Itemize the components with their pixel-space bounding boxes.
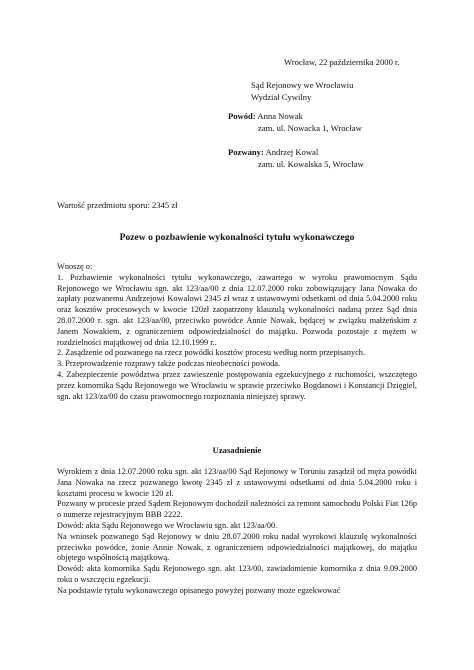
justification-paragraph: Dowód: akta Sądu Rejonowego we Wrocławiu sgn. akt 123/aa/00.: [57, 520, 278, 530]
request-section: [57, 262, 417, 402]
justification-paragraph: Na wniosek pozwanego Sąd Rejonowy w dniu 28.07.2000 roku nadał wyrokowi klauzulę wykonalności przeciwko powódce, żonie Annie Nowak, z ograniczeniem odpowiedzialności majątkowej, do majątku objętego współnością majątkową.: [57, 531, 417, 563]
defendant-name: Andrzej Kowal: [265, 147, 319, 157]
request-item: 4. Zabezpieczenie powództwa przez zawieszenie postępowania egzekucyjnego z ruchomości, wszczętego przez komornika Sądu Rejonowego we Wrocławiu w sprawie przeciwko Bogdanowi i Konstancji Dzięgiel, sgn. akt 123/za/00 do czasu prawomocnego rozpoznania niniejszej sprawy.: [57, 369, 417, 401]
document-date: Wrocław, 22 października 2000 r.: [284, 57, 400, 67]
defendant-block: [228, 147, 364, 170]
court-address: [251, 80, 353, 103]
plaintiff-address: zam. ul. Nowacka 1, Wrocław: [258, 122, 362, 133]
defendant-address: zam. ul. Kowalska 5, Wrocław: [258, 158, 364, 169]
justification-section: [57, 467, 417, 597]
plaintiff-name: Anna Nowak: [257, 111, 303, 121]
justification-paragraph: Pozwany w procesie przed Sądem Rejonowym dochodził należności za remont samochodu Polski Fiat 126p o numerze rejestracyjnym BBB 2222.: [57, 499, 417, 520]
justification-paragraph: Na podstawie tytułu wykonawczego opisanego powyżej pozwany może egzekwować: [57, 585, 341, 595]
justification-heading: Uzasadnienie: [212, 445, 262, 455]
justification-paragraph: Dowód: akta komornika Sądu Rejonowego sgn. akt 123/00, zawiadomienie komornika z dnia 9.09.2000 roku o wszczęciu egzekucji.: [57, 564, 417, 584]
court-division: Wydział Cywilny: [251, 91, 312, 102]
plaintiff-block: [228, 111, 362, 134]
request-item: 3. Przeprowadzenie rozprawy także podczas nieobecności powoda.: [57, 359, 280, 369]
justification-paragraph: Wyrokiem z dnia 12.07.2000 roku sgn. akt 123/aa/00 Sąd Rejonowy w Toruniu zasądził od męża powódki Jana Nowaka na rzecz pozwanego kwotę 2345 zł z ustawowymi odsetkami od dnia 5.04.2000 roku i kosztami procesu w kwocie 120 zł.: [57, 467, 417, 498]
defendant-line: [228, 147, 364, 159]
claim-value: Wartość przedmiotu sporu: 2345 zł: [57, 200, 178, 210]
defendant-label: Pozwany:: [228, 147, 264, 157]
court-name: Sąd Rejonowy we Wrocławiu: [251, 80, 354, 90]
plaintiff-line: [228, 111, 362, 123]
request-intro: Wnoszę o:: [57, 262, 93, 271]
plaintiff-label: Powód:: [228, 111, 256, 121]
request-item: 1. Pozbawienie wykonalności tytułu wykonawczego, zawartego w wyroku prawomocnym Sądu Rejonowego we Wrocławiu sgn. akt 123/aa/00 z dnia 12.07.2000 roku zobowiązujący Jana Nowaka do zapłaty pozwanemu Andrzejowi Kowalowi 2345 zł wraz z ustawowymi odsetkami od dnia 5.04.2000 roku oraz kosztów procesowych w kwocie 120zł zaopatrzony klauzulą wykonalności nadaną przez Sąd dnia 28.07.2000 r. sgn. akt 123/aa/00, przeciwko powódce Annie Nowak, będącej w związku małżeńskim z Janem Nowakiem, z ograniczeniem odpowiedzialności do majątku. Pozwoda pozostaje z mężem w rozdzielności majątkowej od dnia 12.10.1999 r..: [57, 272, 417, 347]
document-title: Pozew o pozbawienie wykonalności tytułu wykonawczego: [119, 232, 355, 243]
request-item: 2. Zasądzenie od pozwanego na rzecz powódki kosztów procesu według norm przepisanych.: [57, 348, 366, 358]
